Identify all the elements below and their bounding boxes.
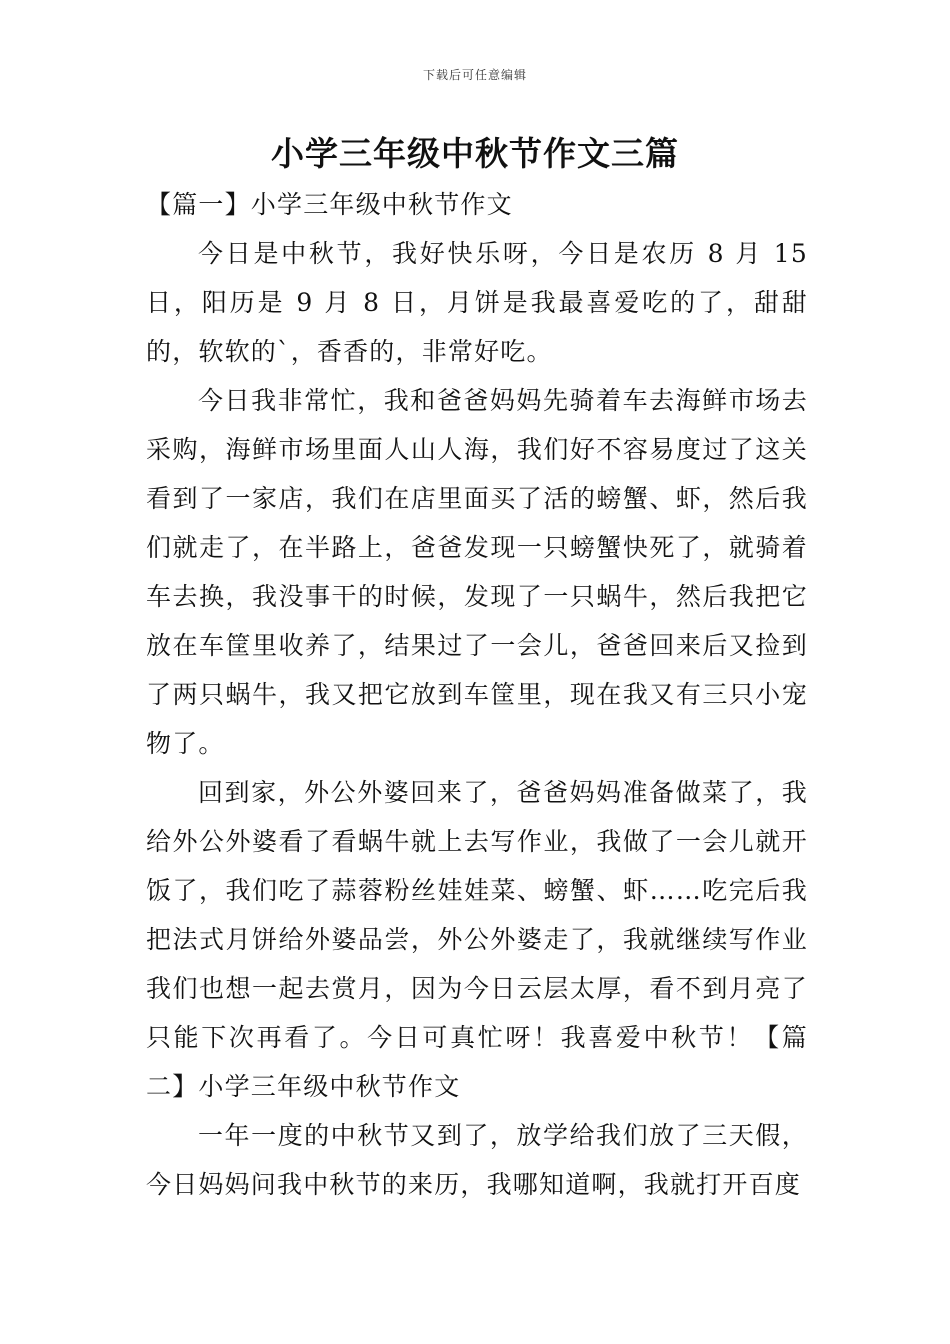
document-title: 小学三年级中秋节作文三篇 <box>271 134 679 173</box>
paragraph-3: 回到家，外公外婆回来了，爸爸妈妈准备做菜了，我给外公外婆看了看蜗牛就上去写作业，我做了一会儿就开饭了，我们吃了蒜蓉粉丝娃娃菜、螃蟹、虾……吃完后我把法式月饼给外婆品尝，外公外婆走了，我就继续写作业我们也想一起去赏月，因为今日云层太厚，看不到月亮了只能下次再看了。今日可真忙呀！我喜爱中秋节！【篇二】小学三年级中秋节作文 <box>146 778 808 1101</box>
header-note: 下载后可任意编辑 <box>422 68 527 82</box>
document-body <box>146 180 808 1209</box>
section-heading-one: 【篇一】小学三年级中秋节作文 <box>146 190 513 219</box>
paragraph-1: 今日是中秋节，我好快乐呀，今日是农历 8 月 15 日，阳历是 9 月 8 日，月饼是我最喜爱吃的了，甜甜的，软软的`，香香的，非常好吃。 <box>146 239 808 366</box>
paragraph-2: 今日我非常忙，我和爸爸妈妈先骑着车去海鲜市场去采购，海鲜市场里面人山人海，我们好不容易度过了这关看到了一家店，我们在店里面买了活的螃蟹、虾，然后我们就走了，在半路上，爸爸发现一只螃蟹快死了，就骑着车去换，我没事干的时候，发现了一只蜗牛，然后我把它放在车筐里收养了，结果过了一会儿，爸爸回来后又捡到了两只蜗牛，我又把它放到车筐里，现在我又有三只小宠物了。 <box>146 386 808 758</box>
paragraph-4: 一年一度的中秋节又到了，放学给我们放了三天假，今日妈妈问我中秋节的来历，我哪知道啊，我就打开百度 <box>146 1121 808 1199</box>
